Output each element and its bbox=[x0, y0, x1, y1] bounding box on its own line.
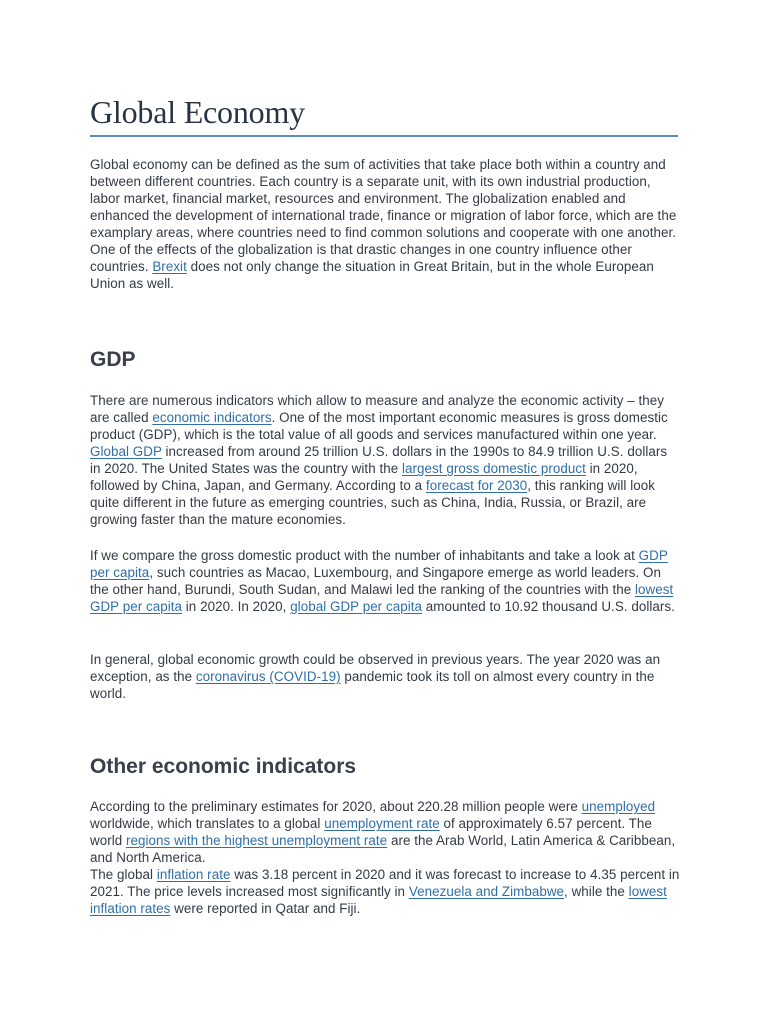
other-text-8: were reported in Qatar and Fiji. bbox=[170, 901, 361, 916]
economic-indicators-link[interactable]: economic indicators bbox=[152, 410, 272, 425]
gdp-p3-text-1: In general, global economic growth could be observed in previous years. The year 2020 was an exception, as the bbox=[90, 652, 661, 684]
gdp-p2-text-1: If we compare the gross domestic product with the number of inhabitants and take a look at bbox=[90, 548, 639, 563]
other-text-7: , while the bbox=[564, 884, 629, 899]
gdp-paragraph-3 bbox=[90, 651, 680, 702]
intro-paragraph bbox=[90, 156, 680, 292]
gdp-p2-text-3: in 2020. In 2020, bbox=[182, 599, 291, 614]
other-text-4: are the Arab World, Latin America & Caribbean, and North America. bbox=[90, 833, 676, 865]
global-gdp-per-capita-link[interactable]: global GDP per capita bbox=[290, 599, 422, 614]
gdp-p3-text-2: pandemic took its toll on almost every country in the world. bbox=[90, 669, 655, 701]
other-text-3: of approximately 6.57 percent. The world bbox=[90, 816, 652, 848]
other-text-2: worldwide, which translates to a global bbox=[90, 816, 325, 831]
gdp-paragraph-1 bbox=[90, 392, 680, 528]
gdp-p1-text-2: . One of the most important economic measures is gross domestic product (GDP), which is the total value of all goods and services manufactured within one year. bbox=[90, 410, 668, 442]
forecast-2030-link[interactable]: forecast for 2030 bbox=[425, 478, 528, 493]
other-text-6: was 3.18 percent in 2020 and it was forecast to increase to 4.35 percent in 2021. The price levels increased most significantly in bbox=[90, 867, 680, 899]
unemployed-link[interactable]: unemployed bbox=[581, 799, 656, 814]
other-text-1: According to the preliminary estimates for 2020, about 220.28 million people were bbox=[90, 799, 582, 814]
global-gdp-link[interactable]: Global GDP bbox=[90, 444, 162, 459]
gdp-p2-text-4: amounted to 10.92 thousand U.S. dollars. bbox=[422, 599, 675, 614]
largest-gdp-link[interactable]: largest gross domestic product bbox=[402, 461, 586, 476]
brexit-link[interactable]: Brexit bbox=[152, 259, 187, 274]
gdp-p2-text-2: , such countries as Macao, Luxembourg, and Singapore emerge as world leaders. On the other hand, Burundi, South Sudan, and Malawi led the ranking of the countries with the bbox=[90, 565, 661, 597]
unemployment-rate-link[interactable]: unemployment rate bbox=[324, 816, 440, 831]
other-indicators-heading: Other economic indicators bbox=[90, 755, 357, 778]
other-indicators-paragraph bbox=[90, 798, 680, 917]
inflation-rate-link[interactable]: inflation rate bbox=[156, 867, 231, 882]
page-title: Global Economy bbox=[90, 94, 305, 130]
intro-text-2: does not only change the situation in Great Britain, but in the whole European Union as well. bbox=[90, 259, 654, 291]
lowest-gdp-per-capita-link[interactable]: lowest GDP per capita bbox=[90, 582, 674, 614]
gdp-p1-text-4: in 2020, followed by China, Japan, and Germany. According to a bbox=[90, 461, 638, 493]
gdp-p1-text-3: increased from around 25 trillion U.S. dollars in the 1990s to 84.9 trillion U.S. dollars in 2020. The United States was the country with the bbox=[90, 444, 668, 476]
gdp-p1-text-5: , this ranking will look quite different in the future as emerging countries, such as China, India, Russia, or Brazil, are growing faster than the mature economies. bbox=[90, 478, 655, 527]
lowest-inflation-rates-link[interactable]: lowest inflation rates bbox=[90, 884, 667, 916]
gdp-per-capita-link[interactable]: GDP per capita bbox=[90, 548, 668, 580]
title-divider bbox=[90, 135, 678, 137]
venezuela-zimbabwe-link[interactable]: Venezuela and Zimbabwe bbox=[408, 884, 565, 899]
highest-unemployment-regions-link[interactable]: regions with the highest unemployment rate bbox=[126, 833, 388, 848]
other-text-5: The global bbox=[90, 867, 157, 882]
gdp-p1-text-1: There are numerous indicators which allow to measure and analyze the economic activity – they are called bbox=[90, 393, 665, 425]
gdp-heading: GDP bbox=[90, 348, 136, 371]
covid-link[interactable]: coronavirus (COVID-19) bbox=[195, 669, 341, 684]
gdp-paragraph-2 bbox=[90, 547, 680, 615]
intro-text-1: Global economy can be defined as the sum of activities that take place both within a country and between different countries. Each country is a separate unit, with its own industrial production, labor market, financial market, resources and environment. The globalization enabled and enhanced the development of international trade, finance or migration of labor force, which are the examplary areas, where countries need to find common solutions and cooperate with one another. One of the effects of the globalization is that drastic changes in one country influence other countries. bbox=[90, 157, 677, 274]
